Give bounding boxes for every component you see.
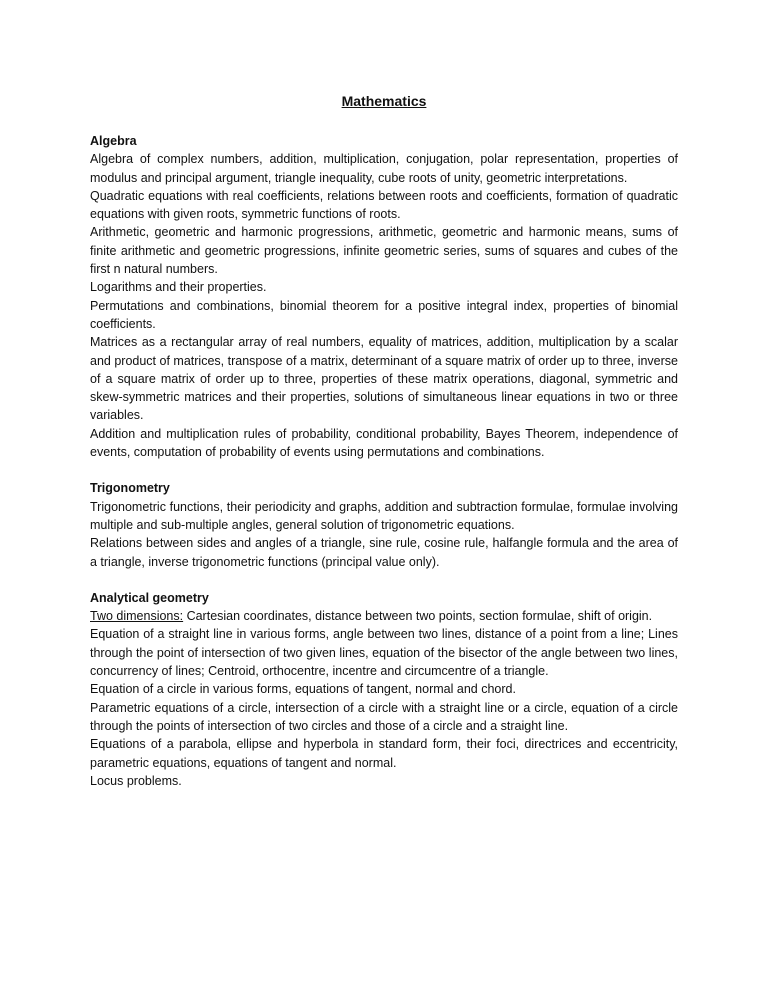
paragraph: Equation of a circle in various forms, equations of tangent, normal and chord. [90,682,516,697]
paragraph-two-dimensions [90,607,678,625]
paragraph: Addition and multiplication rules of probability, conditional probability, Bayes Theorem, independence of events, computation of probability of events using permutations and combinations. [90,426,678,460]
paragraph: Trigonometric functions, their periodicity and graphs, addition and subtraction formulae, formulae involving multiple and sub-multiple angles, general solution of trigonometric equations. [90,499,678,532]
paragraph-text: Cartesian coordinates, distance between two points, section formulae, shift of origin. [183,609,653,624]
paragraph: Logarithms and their properties. [90,280,267,295]
document-page [90,92,678,808]
paragraph: Equation of a straight line in various forms, angle between two lines, distance of a point from a line; Lines through the point of intersection of two given lines, equation of the bisector of the angle between two lines, concurrency of lines; Centroid, orthocentre, incentre and circumcentre of a triangle. [90,627,678,679]
paragraph: Matrices as a rectangular array of real numbers, equality of matrices, addition, multiplication by a scalar and product of matrices, transpose of a matrix, determinant of a square matrix of order up to three, inverse of a square matrix of order up to three, properties of these matrix operations, diagonal, symmetric and skew-symmetric matrices and their properties, solutions of simultaneous linear equations in two or three variables. [90,335,678,423]
subheading-label: Two dimensions: [90,609,184,624]
paragraph: Quadratic equations with real coefficients, relations between roots and coefficients, formation of quadratic equations with given roots, symmetric functions of roots. [90,188,678,222]
paragraph: Locus problems. [90,773,182,788]
page-title: Mathematics [341,93,427,109]
paragraph: Relations between sides and angles of a triangle, sine rule, cosine rule, halfangle formula and the area of a triangle, inverse trigonometric functions (principal value only). [90,536,678,569]
section-heading: Algebra [90,134,137,148]
section-algebra [90,132,678,461]
paragraph: Arithmetic, geometric and harmonic progressions, arithmetic, geometric and harmonic means, sums of finite arithmetic and geometric progressions, infinite geometric series, sums of squares and cubes of the first n natural numbers. [90,225,678,277]
paragraph: Equations of a parabola, ellipse and hyperbola in standard form, their foci, directrices and eccentricity, parametric equations, equations of tangent and normal. [90,737,678,770]
section-heading: Analytical geometry [90,590,209,605]
section-heading: Trigonometry [90,481,170,496]
paragraph: Parametric equations of a circle, intersection of a circle with a straight line or a circle, equation of a circle through the points of intersection of two circles and those of a circle and a straight line. [90,700,678,733]
section-analytical-geometry [90,589,678,790]
section-trigonometry [90,479,678,570]
paragraph: Algebra of complex numbers, addition, multiplication, conjugation, polar representation, properties of modulus and principal argument, triangle inequality, cube roots of unity, geometric interpretations. [90,152,678,185]
paragraph: Permutations and combinations, binomial theorem for a positive integral index, properties of binomial coefficients. [90,298,678,331]
